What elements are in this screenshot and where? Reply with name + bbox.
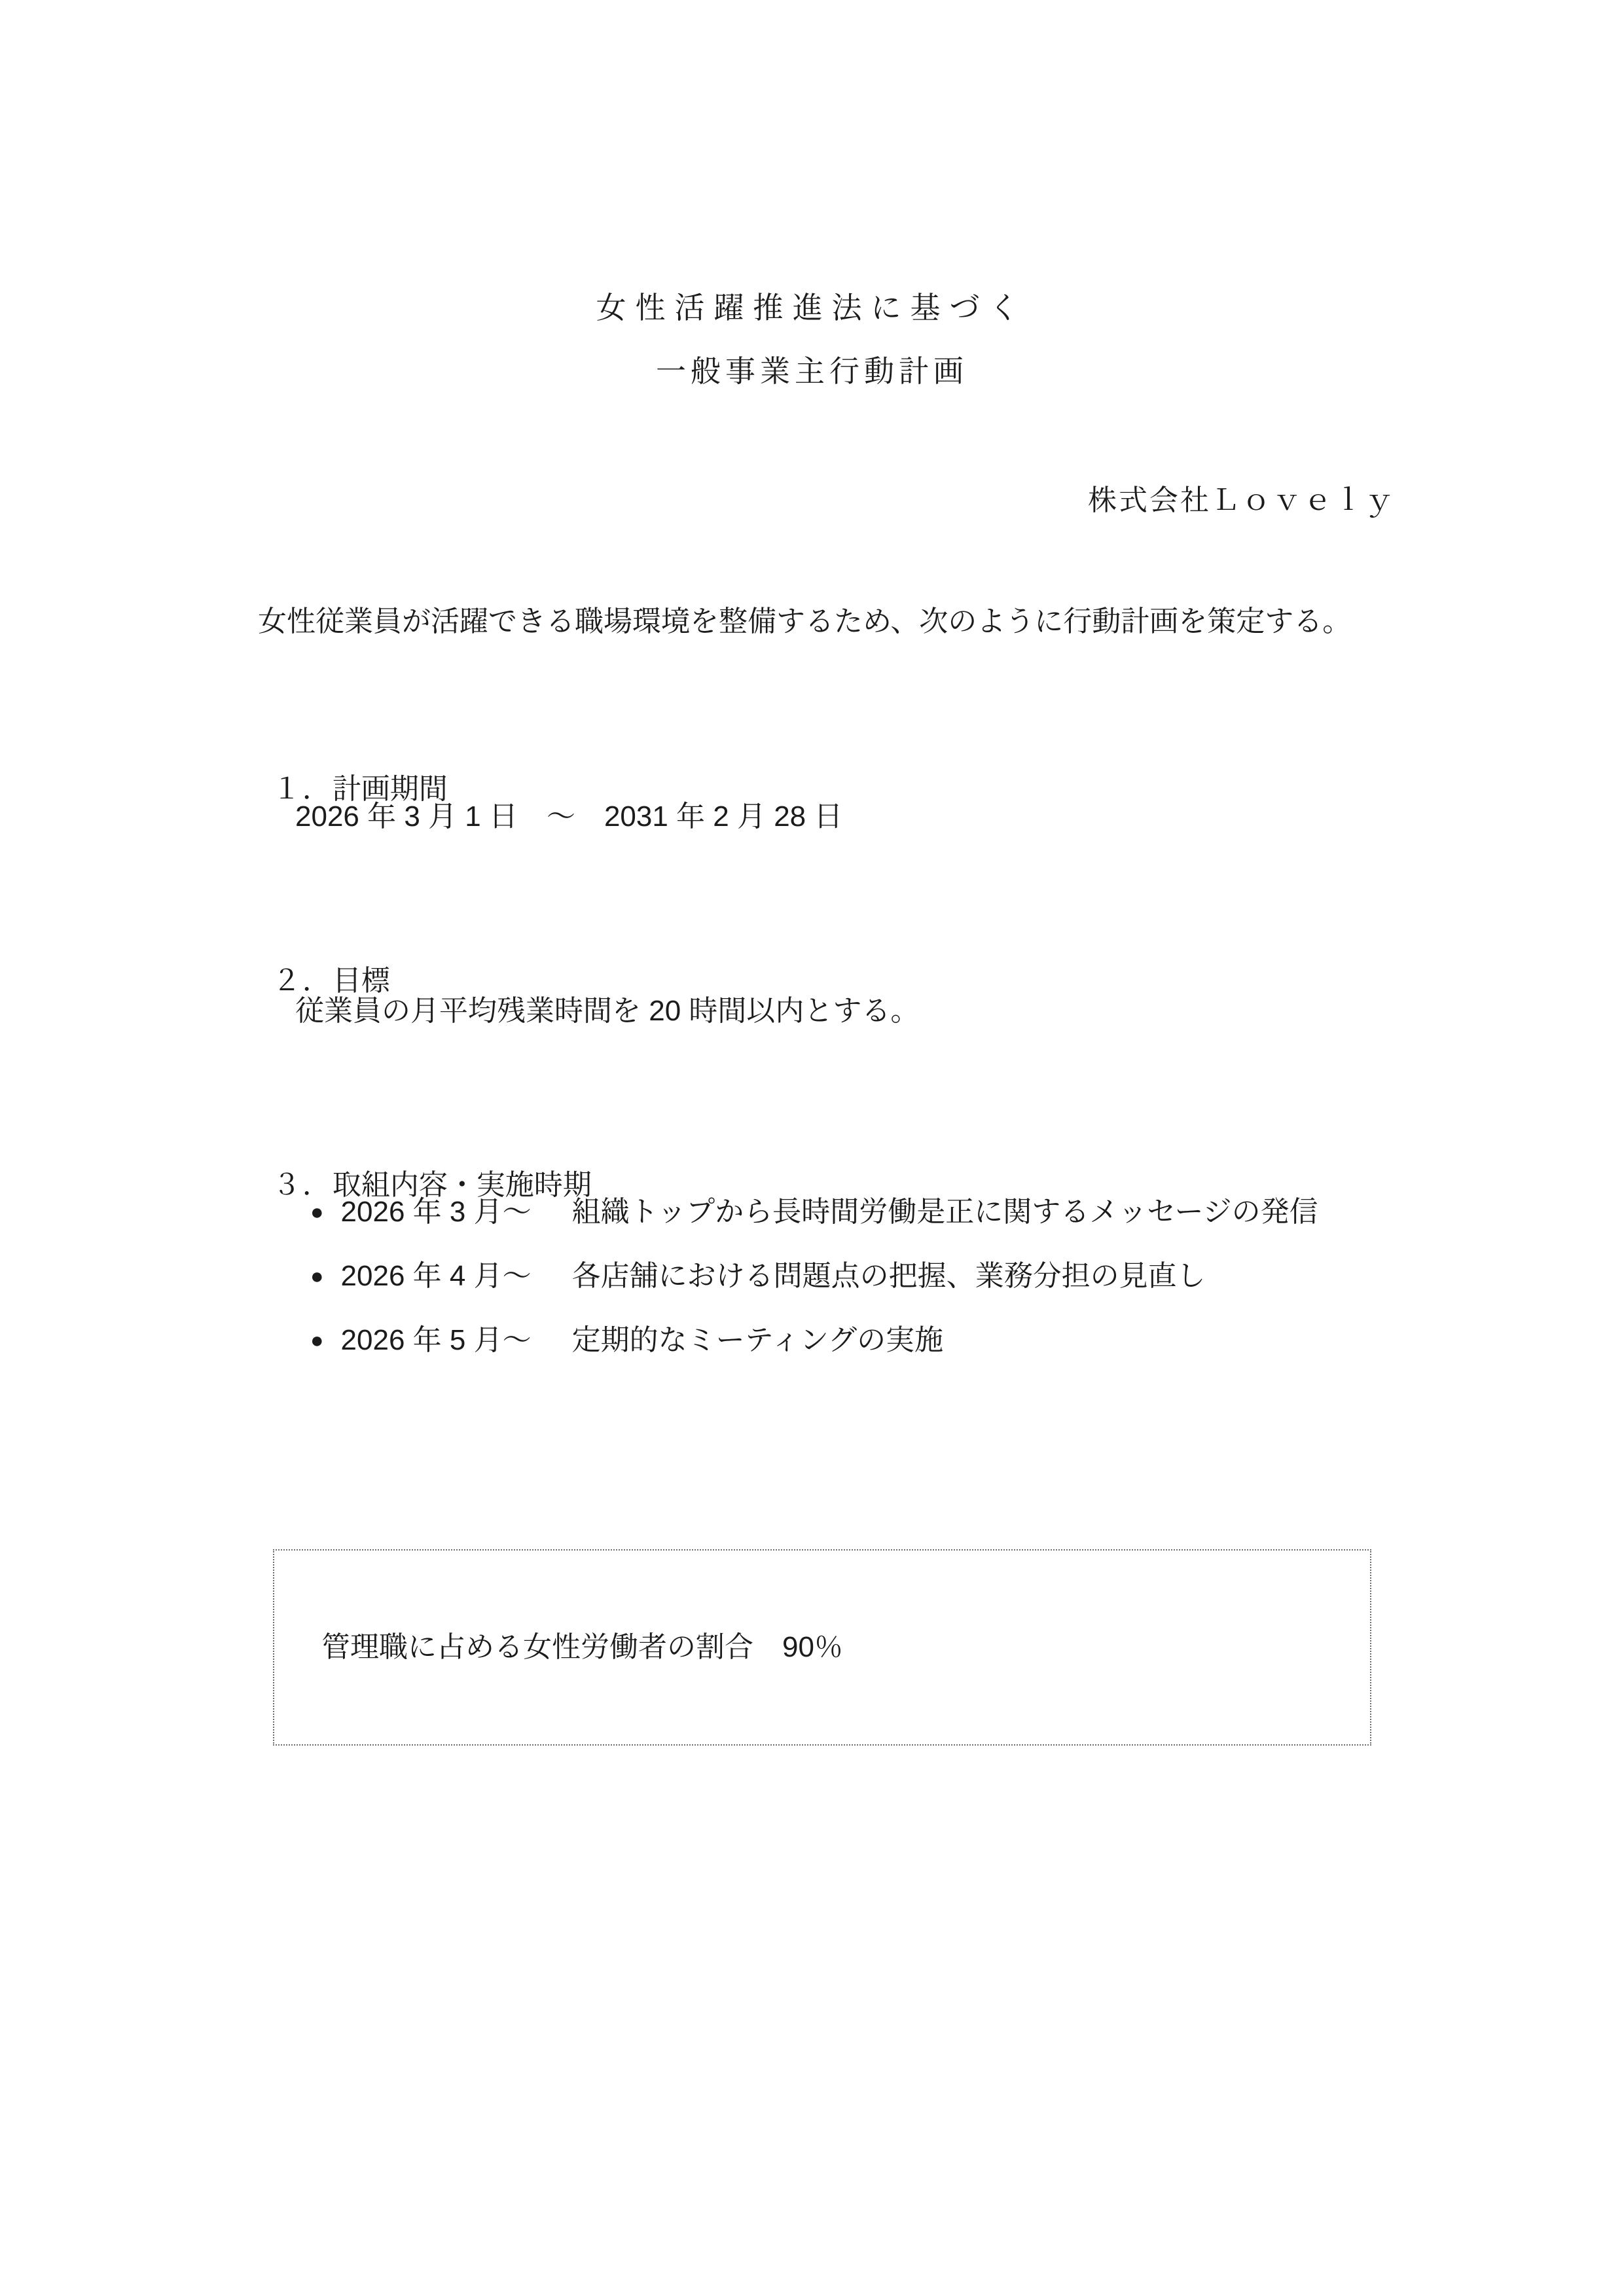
section-1-number: １．	[272, 773, 333, 805]
initiative-date: 2026 年 4 月～	[340, 1260, 532, 1292]
section-3-label: 取組内容・実施時期	[332, 1169, 592, 1201]
initiative-text: 組織トップから長時間労働是正に関するメッセージの発信	[571, 1196, 1318, 1228]
intro-paragraph: 女性従業員が活躍できる職場環境を整備するため、次のように行動計画を策定する。	[258, 605, 1352, 637]
section-1-label: 計画期間	[332, 773, 448, 805]
initiative-text: 各店舗における問題点の把握、業務分担の見直し	[571, 1260, 1206, 1292]
initiative-date: 2026 年 3 月～	[340, 1196, 532, 1228]
section-2-label: 目標	[332, 965, 390, 997]
bullet-icon: ●	[310, 1264, 324, 1289]
goal-text: 従業員の月平均残業時間を 20 時間以内とする。	[295, 995, 920, 1027]
initiative-list-item	[310, 1322, 943, 1359]
page-title-line2: 一般事業主行動計画	[656, 354, 968, 388]
page-title-line1: 女性活躍推進法に基づく	[596, 291, 1028, 325]
initiative-date: 2026 年 5 月～	[340, 1324, 532, 1356]
note-box-text: 管理職に占める女性労働者の割合 90％	[321, 1631, 843, 1663]
initiative-list-item	[310, 1258, 1206, 1295]
bullet-icon: ●	[310, 1200, 324, 1225]
initiative-text: 定期的なミーティングの実施	[571, 1324, 944, 1356]
plan-period-text: 2026 年 3 月 1 日 ～ 2031 年 2 月 28 日	[295, 800, 843, 833]
note-box	[273, 1549, 1371, 1746]
section-2-number: ２．	[272, 965, 333, 997]
bullet-icon: ●	[310, 1328, 324, 1353]
company-name: 株式会社Ｌｏｖｅｌｙ	[1088, 484, 1396, 516]
section-3-number: ３．	[272, 1169, 333, 1201]
initiative-list-item	[310, 1194, 1318, 1230]
